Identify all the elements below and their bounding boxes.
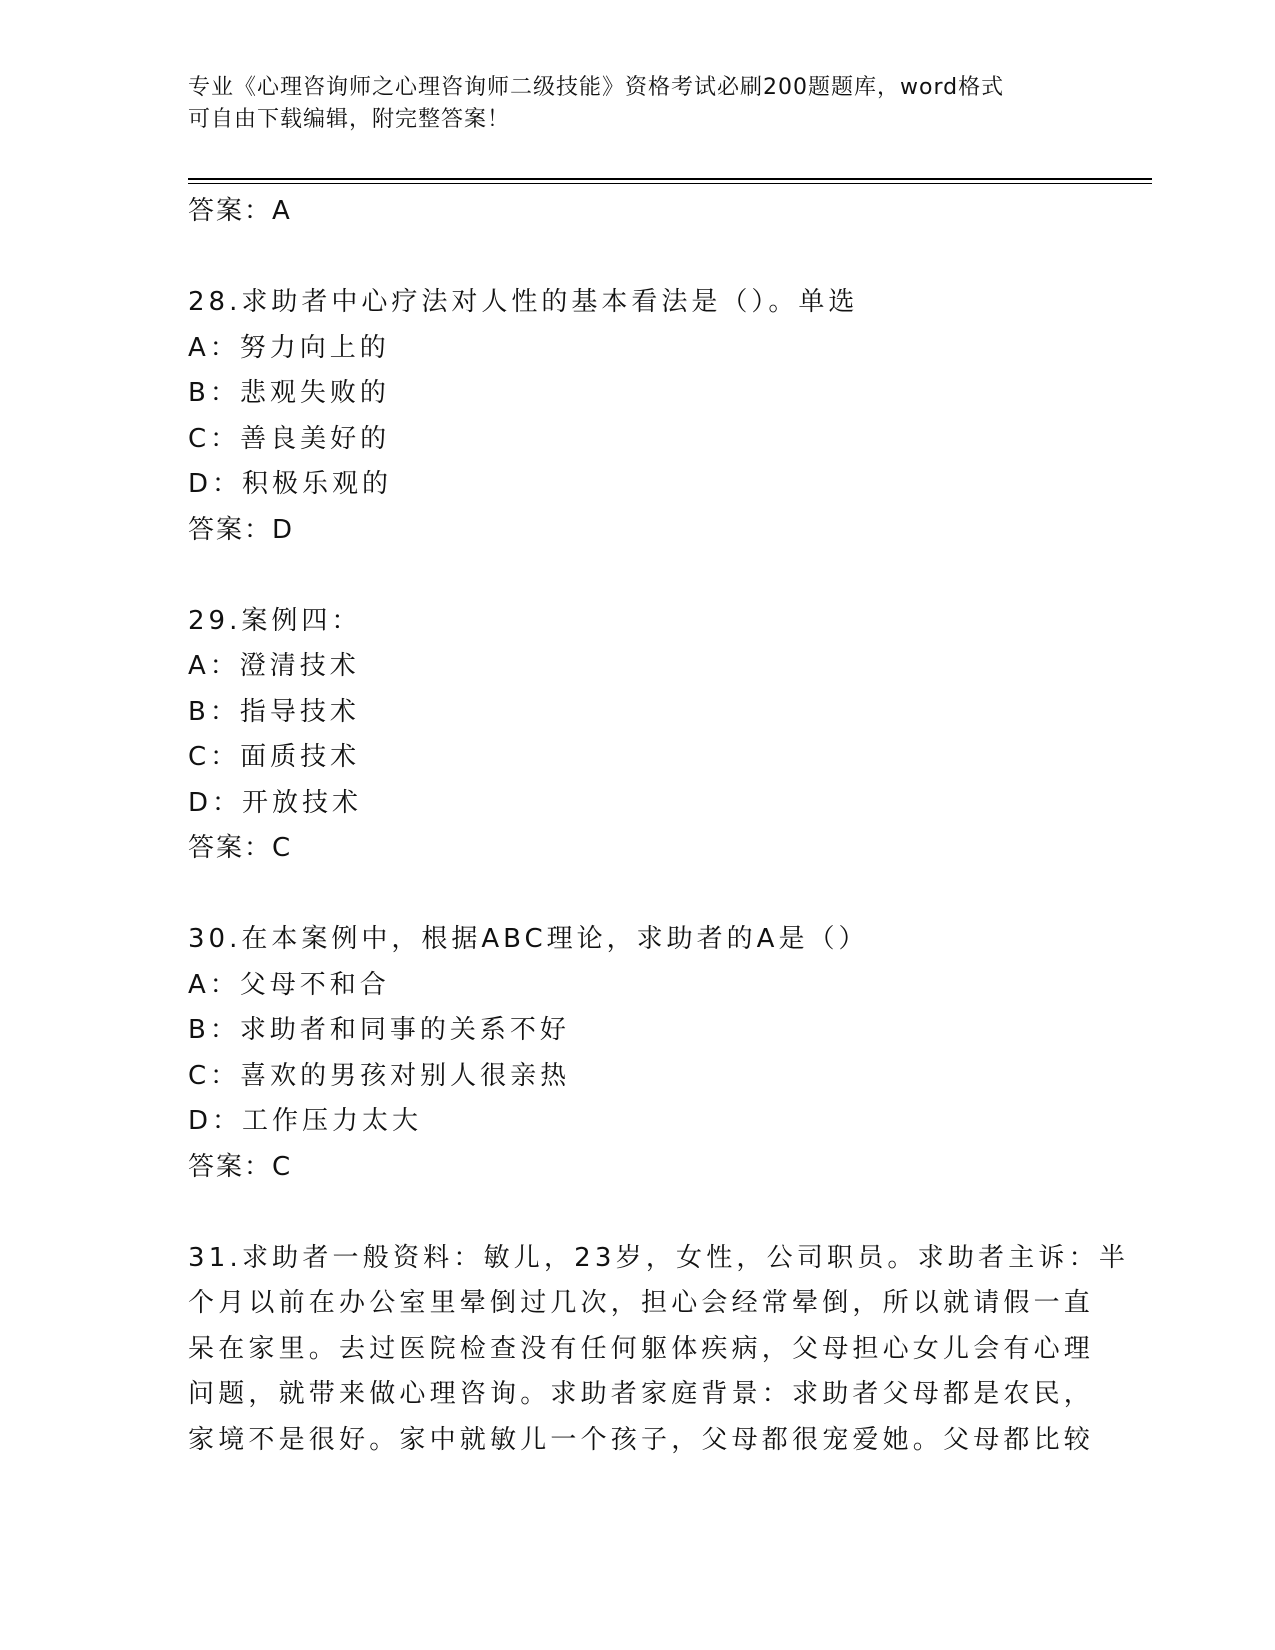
- option-c: C：喜欢的男孩对别人很亲热: [188, 1060, 571, 1091]
- question-stem: 29.案例四：: [188, 605, 362, 636]
- question-text-line: 问题，就带来做心理咨询。求助者家庭背景：求助者父母都是农民，: [188, 1379, 1095, 1409]
- option-d: D：积极乐观的: [188, 469, 393, 499]
- option-c: C：面质技术: [188, 742, 361, 772]
- option-a: A：努力向上的: [188, 332, 390, 363]
- option-b: B：悲观失败的: [188, 378, 390, 408]
- header-line-2: 可自由下载编辑，附完整答案！: [188, 107, 511, 132]
- question-answer: 答案：D: [188, 514, 295, 545]
- previous-answer: 答案：A: [188, 196, 292, 226]
- question-block: [188, 599, 1088, 872]
- option-b: B：指导技术: [188, 696, 360, 727]
- question-block: [188, 280, 1088, 553]
- spacer: [188, 235, 1088, 281]
- question-text-line: 家境不是很好。家中就敏儿一个孩子，父母都很宠爱她。父母都比较: [188, 1424, 1095, 1455]
- question-text-line: 呆在家里。去过医院检查没有任何躯体疾病，父母担心女儿会有心理: [188, 1333, 1095, 1364]
- question-block: [188, 917, 1088, 1190]
- header-line-1: 专业《心理咨询师之心理咨询师二级技能》资格考试必刷200题题库，word格式: [188, 75, 1005, 100]
- document-body: [188, 189, 1130, 1463]
- question-stem: 28.求助者中心疗法对人性的基本看法是（）。单选: [188, 287, 859, 317]
- question-text-line: 31.求助者一般资料：敏儿，23岁，女性，公司职员。求助者主诉：半: [188, 1242, 1130, 1273]
- option-d: D：开放技术: [188, 787, 363, 818]
- header-rule-thin: [188, 183, 1152, 184]
- question-answer: 答案：C: [188, 833, 293, 863]
- question-block: [188, 1236, 1130, 1464]
- question-stem: 30.在本案例中，根据ABC理论，求助者的A是（）: [188, 924, 869, 954]
- spacer: [188, 1190, 1088, 1236]
- option-a: A：父母不和合: [188, 969, 390, 1000]
- question-text-line: 个月以前在办公室里晕倒过几次，担心会经常晕倒，所以就请假一直: [188, 1288, 1095, 1318]
- option-c: C：善良美好的: [188, 423, 391, 454]
- spacer: [188, 872, 1088, 918]
- option-d: D：工作压力太大: [188, 1106, 423, 1136]
- header-rule-thick: [188, 178, 1152, 180]
- spacer: [188, 553, 1088, 599]
- document-header: [188, 72, 1088, 136]
- option-a: A：澄清技术: [188, 651, 360, 681]
- option-b: B：求助者和同事的关系不好: [188, 1015, 570, 1045]
- question-answer: 答案：C: [188, 1151, 293, 1182]
